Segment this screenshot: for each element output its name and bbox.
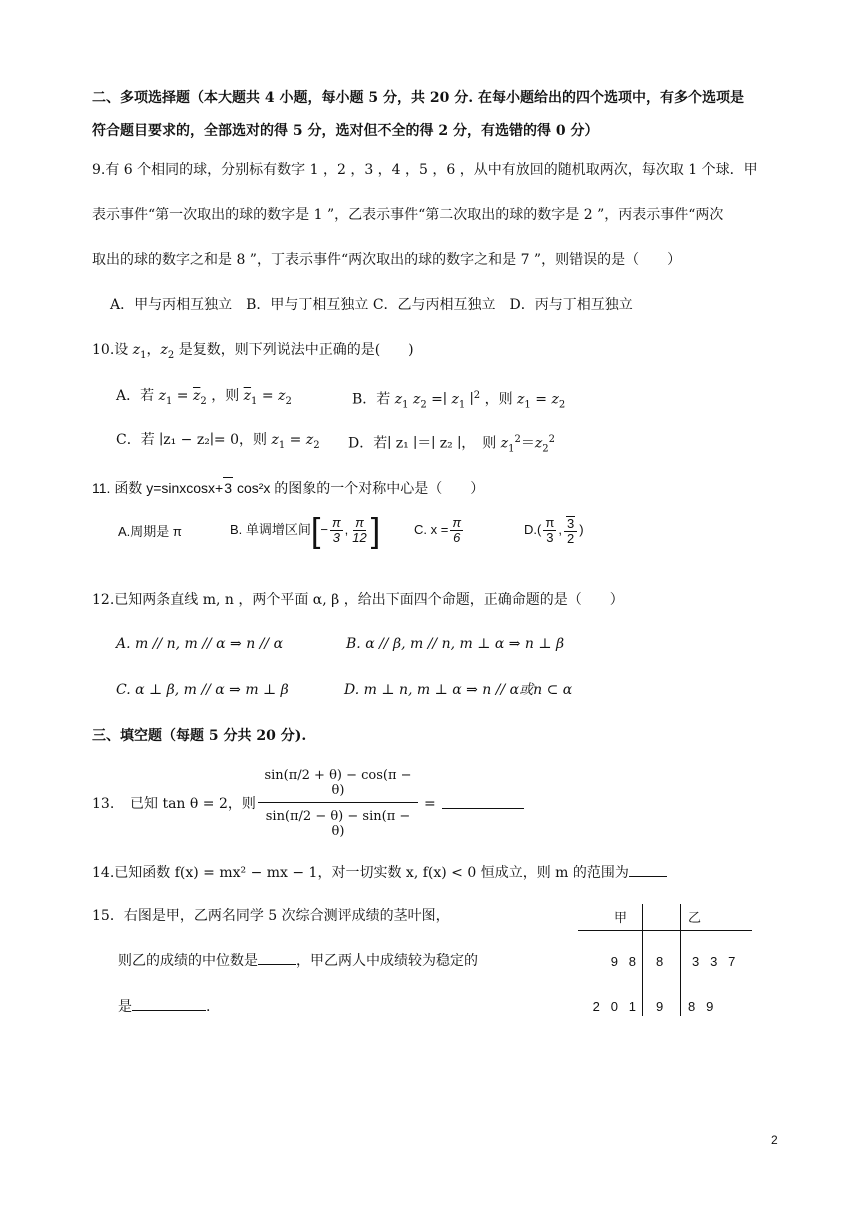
q15-line2 bbox=[118, 950, 478, 971]
q12-option-c: C. α ⊥ β, m // α ⇒ m ⊥ β bbox=[116, 682, 289, 698]
q10-option-c-label: C．若 ∣z₁ − z₂∣= 0，则 bbox=[116, 432, 268, 448]
q11-option-b-label: B. 单调增区间 bbox=[230, 522, 311, 537]
q10-option-b: B．若 $z_1$ $z_2$ =∣ $z_1$ ∣$^2$ ，则 $z_1 = z_2$ bbox=[352, 390, 566, 411]
section2-title-line1: 二、多项选择题（本大题共 4 小题，每小题 5 分，共 20 分. 在每小题给出的四个选项中，有多个选项是 bbox=[92, 90, 744, 106]
q15-stable-blank[interactable] bbox=[132, 996, 206, 1011]
q13-number: 13. bbox=[92, 796, 115, 812]
q10-option-d-label: D．若∣ z₁ ∣＝∣ z₂ ∣， 则 bbox=[348, 435, 497, 452]
stem-leaf-left-divider bbox=[642, 904, 643, 1016]
q12-option-d: D. m ⊥ n, m ⊥ α ⇒ n // α或n ⊂ α bbox=[344, 682, 573, 698]
q11-option-b: B. 单调增区间[− $\frac{\pi}{3}$ , $\frac{\pi}{12}$ ] bbox=[230, 511, 381, 550]
q14-text: 14.已知函数 f(x) = mx² − mx − 1，对一切实数 x, f(x) < 0 恒成立，则 m 的范围为 bbox=[92, 865, 629, 881]
q10-option-b-then: ，则 bbox=[484, 391, 513, 408]
q9-line2: 表示事件“第一次取出的球的数字是 1 ”，乙表示事件“第二次取出的球的数字是 2 ”，丙表示事件“两次 bbox=[92, 207, 724, 223]
q13-answer-blank[interactable] bbox=[442, 794, 524, 809]
q15-line1: 15．右图是甲，乙两名同学 5 次综合测评成绩的茎叶图， bbox=[92, 908, 450, 924]
q10-stem-suffix: 是复数，则下列说法中正确的是( ) bbox=[174, 342, 414, 358]
q9-options: A．甲与丙相互独立 B．甲与丁相互独立 C．乙与丙相互独立 D．丙与丁相互独立 bbox=[110, 297, 633, 313]
q15-line2-tail: ，甲乙两人中成绩较为稳定的 bbox=[296, 953, 478, 969]
q15-line3 bbox=[118, 996, 210, 1017]
q15-line3-text: 是 bbox=[118, 999, 132, 1015]
q10-option-d: D．若∣ z₁ ∣＝∣ z₂ ∣， 则 $z_1^2=z_2^2$ bbox=[348, 434, 556, 455]
stem-leaf-header-right: 乙 bbox=[688, 910, 702, 925]
stem-leaf-row2-stem: 9 bbox=[656, 999, 664, 1014]
q10-option-b-label: B．若 bbox=[352, 391, 391, 408]
q11-option-d: D.( $\frac{\pi}{3}$ , $\frac{3}{2}$ ) bbox=[524, 515, 584, 546]
section3-title: 三、填空题（每题 5 分共 20 分). bbox=[92, 728, 307, 744]
q14-answer-blank[interactable] bbox=[629, 862, 667, 877]
q10-option-c: C．若 ∣z₁ − z₂∣= 0，则 $z_1 = z_2$ bbox=[116, 432, 320, 451]
stem-leaf-row1-right: 3 3 7 bbox=[692, 954, 736, 969]
stem-leaf-row1-stem: 8 bbox=[656, 954, 664, 969]
q15-line3-tail: . bbox=[206, 999, 211, 1015]
q10-option-a: A．若 $z_1 = \overline{z}_2$ ，则 $\overline{z}_1 = z_2$ bbox=[116, 388, 292, 407]
q15-median-blank[interactable] bbox=[258, 950, 296, 965]
stem-leaf-row1-left: 9 8 bbox=[610, 954, 636, 969]
q9-line1: 9.有 6 个相同的球，分别标有数字 1 ，2 ，3 ，4 ，5 ，6 ，从中有放回的随机取两次，每次取 1 个球．甲 bbox=[92, 162, 758, 178]
q12-option-b: B. α // β, m // n, m ⊥ α ⇒ n ⊥ β bbox=[346, 636, 565, 652]
stem-leaf-row2-right: 8 9 bbox=[688, 999, 714, 1014]
q15-line2-text: 则乙的成绩的中位数是 bbox=[118, 953, 258, 969]
q11-option-c-label: C. x = bbox=[414, 522, 449, 537]
q12-stem: 12.已知两条直线 m, n ，两个平面 α, β ，给出下面四个命题，正确命题的是（ ） bbox=[92, 592, 624, 608]
q13-prefix: 已知 tan θ = 2，则 bbox=[130, 796, 256, 812]
q9-line3: 取出的球的数字之和是 8 ”，丁表示事件“两次取出的球的数字之和是 7 ”，则错误的是（ ） bbox=[92, 252, 682, 268]
q10-option-a-label: A．若 bbox=[116, 388, 155, 404]
q11-stem: 11. 函数 y=sinxcosx+3 cos²x 的图象的一个对称中心是（ ） bbox=[92, 477, 484, 498]
q14-stem bbox=[92, 862, 667, 883]
stem-leaf-row2-left: 2 0 1 bbox=[592, 999, 636, 1014]
q13-denominator: sin(π/2 − θ) − sin(π − θ) bbox=[265, 809, 411, 839]
q10-option-a-then: ，则 bbox=[211, 388, 240, 404]
q12-option-a: A. m // n, m // α ⇒ n // α bbox=[116, 636, 284, 652]
q11-stem-prefix: 11. 函数 y=sinxcosx+ bbox=[92, 480, 224, 496]
q13-fraction bbox=[258, 768, 418, 839]
q11-option-c: C. x = $\frac{\pi}{6}$ bbox=[414, 515, 462, 546]
q13-equals: = bbox=[424, 796, 436, 812]
q11-option-d-label: D. bbox=[524, 522, 537, 537]
page-number: 2 bbox=[771, 1133, 778, 1147]
q11-option-a: A.周期是 π bbox=[118, 524, 182, 539]
stem-leaf-plot bbox=[578, 904, 754, 1024]
section2-title-line2: 符合题目要求的，全部选对的得 5 分，选对但不全的得 2 分，有选错的得 0 分） bbox=[92, 123, 599, 139]
q10-stem-prefix: 10.设 bbox=[92, 342, 133, 358]
stem-leaf-header-line bbox=[578, 930, 752, 931]
q11-stem-suffix: cos²x 的图象的一个对称中心是（ ） bbox=[236, 480, 485, 496]
stem-leaf-header-left: 甲 bbox=[614, 910, 628, 925]
q10-stem-mid: ， bbox=[146, 342, 161, 358]
q10-stem: 10.设 $z_1$，$z_2$ 是复数，则下列说法中正确的是( ) bbox=[92, 342, 414, 361]
stem-leaf-right-divider bbox=[680, 904, 681, 1016]
q13-numerator: sin(π/2 + θ) − cos(π − θ) bbox=[258, 768, 418, 803]
